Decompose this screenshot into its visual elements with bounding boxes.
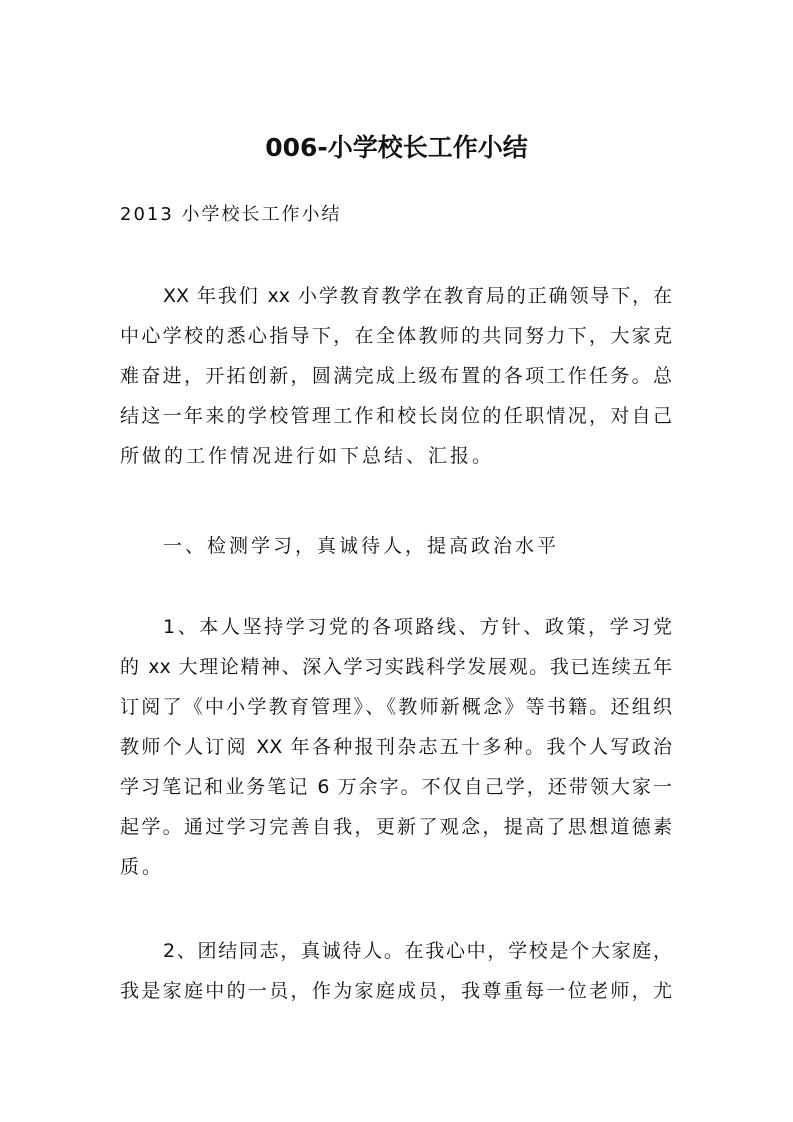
item1-line: 订阅了《中小学教育管理》、《教师新概念》等书籍。还组织	[120, 696, 672, 718]
document-title: 006-小学校长工作小结	[265, 133, 528, 162]
item1-line: 质。	[120, 856, 165, 878]
item1-line: 1、本人坚持学习党的各项路线、方针、政策，学习党	[163, 616, 672, 638]
item1-line: 教师个人订阅 XX 年各种报刊杂志五十多种。我个人写政治	[120, 736, 672, 758]
intro-line: 中心学校的悉心指导下，在全体教师的共同努力下，大家克	[120, 325, 672, 347]
document-subtitle: 2013 小学校长工作小结	[120, 204, 342, 225]
item2-line: 2、团结同志，真诚待人。在我心中，学校是个大家庭，	[163, 940, 672, 962]
item2-line: 我是家庭中的一员，作为家庭成员，我尊重每一位老师，尤	[120, 980, 672, 1002]
item1-line: 起学。通过学习完善自我，更新了观念，提高了思想道德素	[120, 816, 672, 838]
intro-line: 结这一年来的学校管理工作和校长岗位的任职情况，对自己	[120, 405, 672, 427]
intro-line: 难奋进，开拓创新，圆满完成上级布置的各项工作任务。总	[120, 365, 672, 387]
item1-line: 的 xx 大理论精神、深入学习实践科学发展观。我已连续五年	[120, 656, 672, 678]
intro-line: 所做的工作情况进行如下总结、汇报。	[120, 445, 495, 467]
item1-line: 学习笔记和业务笔记 6 万余字。不仅自己学，还带领大家一	[120, 776, 672, 798]
section-heading: 一、检测学习，真诚待人，提高政治水平	[163, 535, 560, 557]
intro-line: XX 年我们 xx 小学教育教学在教育局的正确领导下，在	[163, 285, 672, 307]
